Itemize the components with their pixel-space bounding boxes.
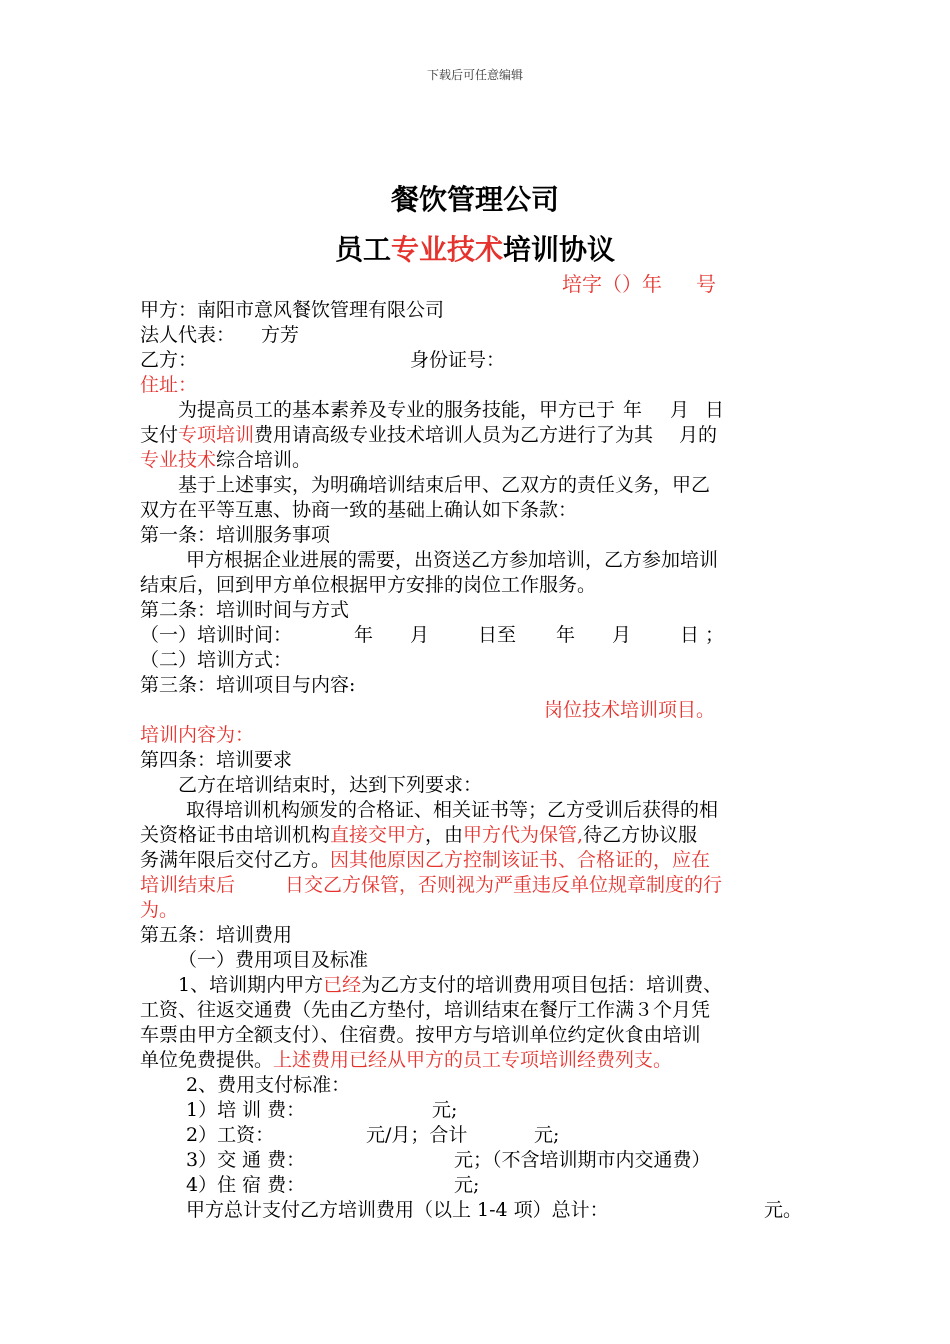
agreement-code [562,272,716,297]
training-end-month: 月 [612,624,632,646]
article-4-line-3 [140,823,697,848]
fee-paragraph-line-4 [140,1048,672,1073]
article-4-line-5 [140,873,722,898]
training-method-label: （二）培训方式： [140,649,293,671]
agreement-code-suffix: 号 [696,272,716,296]
intro-line-1 [178,398,724,423]
art4-red-text: 甲方代为保管, [463,824,584,846]
training-start-year: 年 [354,624,374,646]
party-a: 甲方：南阳市意风餐饮管理有限公司 [140,299,445,321]
intro-day: 日 [705,399,725,421]
article-1-heading: 第一条：培训服务事项 [140,524,331,546]
fee-item-lodging-unit: 元; [454,1174,480,1196]
intro-year: 年 [623,399,643,421]
fee-paragraph-line-3: 车票由甲方全额支付）、住宿费。按甲方与培训单位约定伙食由培训 [140,1024,701,1046]
title-part-red: 专业技术 [390,233,503,266]
fee-text: 单位免费提供。 [140,1049,274,1071]
training-start-day: 日至 [478,624,517,646]
art4-text: 务满年限后交付乙方。 [140,849,331,871]
article-1-line-2: 结束后，回到甲方单位根据甲方安排的岗位工作服务。 [140,574,597,596]
fee-item-lodging-label: 4）住 宿 费： [186,1174,306,1196]
training-end-year: 年 [556,624,576,646]
fee-red-text: 已经 [323,974,362,996]
art4-text: 待乙方协议服 [583,824,698,846]
legal-representative [140,323,299,348]
fee-item-transport-label: 3）交 通 费： [186,1149,306,1171]
intro-line-5: 双方在平等互惠、协商一致的基础上确认如下条款： [140,499,578,521]
art4-red-text: 日交乙方保管，否则视为严重违反单位规章制度的行 [285,874,723,896]
intro-line-3 [140,448,311,473]
art4-red-text: 因其他原因乙方控制该证书、合格证的，应在 [330,849,711,871]
article-2-heading: 第二条：培训时间与方式 [140,599,350,621]
intro-text: 综合培训。 [216,449,312,471]
intro-text: 费用请高级专业技术培训人员为乙方进行了为其 [254,424,654,446]
art4-red-text: 培训结束后 [140,874,236,896]
article-1-line-1: 甲方根据企业进展的需要，出资送乙方参加培训，乙方参加培训 [186,549,719,571]
article-3-heading: 第三条：培训项目与内容: [140,674,356,696]
fee-paragraph-line-2: 工资、往返交通费（先由乙方垫付，培训结束在餐厅工作满３个月凭 [140,999,711,1021]
intro-month: 月的 [679,424,718,446]
fee-item-training-unit: 元; [432,1099,458,1121]
fee-text: 为乙方支付的培训费用项目包括：培训费、 [361,974,723,996]
title-part-pre: 员工 [334,233,391,266]
fee-standard-label: 2、费用支付标准： [186,1074,351,1096]
article-5-heading: 第五条：培训费用 [140,924,293,946]
article-4-line-6: 为。 [140,899,179,921]
training-time-label: （一）培训时间： [140,624,293,646]
fee-item-salary-unit: 元/月；合计 [366,1124,468,1146]
article-4-line-2: 取得培训机构颁发的合格证、相关证书等；乙方受训后获得的相 [186,799,719,821]
header-note: 下载后可任意编辑 [426,68,523,82]
fee-item-salary-label: 2）工资： [186,1124,275,1146]
article-4-line-1: 乙方在培训结束时，达到下列要求： [178,774,483,796]
fee-total-unit: 元。 [764,1199,803,1221]
title-part-post: 培训协议 [503,233,616,266]
intro-red-text: 专业技术 [140,449,217,471]
fee-item-transport-unit: 元；（不含培训期市内交通费） [454,1149,711,1171]
intro-text: 支付 [140,424,179,446]
intro-red-text: 专项培训 [178,424,255,446]
fee-item-training-label: 1）培 训 费： [186,1099,306,1121]
id-number-label: 身份证号： [410,349,506,371]
agreement-code-prefix: 培字（）年 [562,272,662,296]
training-content-label: 培训内容为： [140,724,255,746]
legal-rep-label: 法人代表： [140,324,236,346]
party-b-label: 乙方： [140,349,198,371]
fee-red-text: 上述费用已经从甲方的员工专项培训经费列支。 [273,1049,673,1071]
article-4-line-4 [140,848,710,873]
intro-text: 为提高员工的基本素养及专业的服务技能，甲方已于 [178,399,616,421]
intro-month: 月 [670,399,690,421]
fee-total-label: 甲方总计支付乙方培训费用（以上 1-4 项）总计： [186,1199,609,1221]
address-label: 住址： [140,374,198,396]
fee-text: 1、培训期内甲方 [178,974,324,996]
training-end-day: 日 ； [680,624,725,646]
intro-line-2 [140,423,717,448]
article-4-heading: 第四条：培训要求 [140,749,293,771]
art4-text: 关资格证书由培训机构 [140,824,331,846]
legal-rep-name: 方芳 [261,324,300,346]
training-project: 岗位技术培训项目。 [544,699,716,721]
document-title-company: 餐饮管理公司 [390,183,559,216]
fee-items-subheading: （一）费用项目及标准 [178,949,369,971]
intro-line-4: 基于上述事实，为明确培训结束后甲、乙双方的责任义务，甲乙 [178,474,711,496]
document-title-agreement [0,228,950,268]
fee-item-salary-total-unit: 元; [534,1124,560,1146]
art4-text: ，由 [425,824,464,846]
training-start-month: 月 [410,624,430,646]
art4-red-text: 直接交甲方 [330,824,426,846]
fee-paragraph-line-1 [178,973,722,998]
